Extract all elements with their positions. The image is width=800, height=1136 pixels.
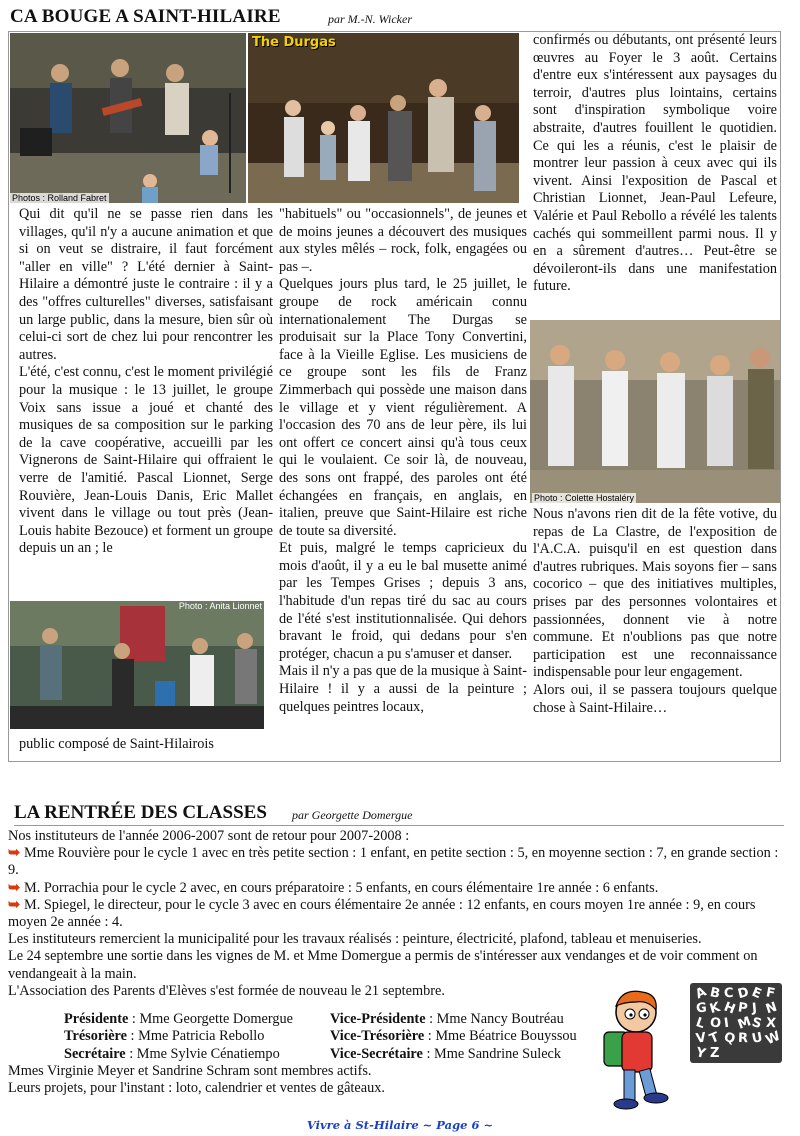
letter-glyph: O: [709, 1015, 722, 1032]
paragraph: Nous n'avons rien dit de la fête votive, du repas de La Clastre, de l'exposition de l'A.C.A. puisqu'il en est question dans d'autres rubriques. Mais soyons fier – sans cocorico – que des initiatives multiples, prises par des personnes volontaires et passionnées, donnent vie à notre commune. Et n'oublions pas que notre participation est une reconnaissance indispensable pour leur engagement.: [533, 506, 777, 681]
role-row: [64, 1011, 604, 1028]
letter-glyph: W: [763, 1028, 783, 1049]
letter-glyph: L: [693, 1015, 707, 1032]
letter-glyph: U: [750, 1030, 764, 1047]
thanks-text: Les instituteurs remercient la municipalité pour les travaux réalisés : peinture, électricité, plafond, tableau et menuiseries.: [8, 931, 702, 948]
letter-glyph: R: [737, 1030, 749, 1047]
letter-glyph: Y: [694, 1045, 707, 1062]
article2-closing: [8, 1063, 568, 1098]
paragraph: public composé de Saint-Hilairois: [19, 736, 214, 752]
cycle2-text: M. Porrachia pour le cycle 2 avec, en cours préparatoire : 5 enfants, en cours élémentaire 1re année : 6 enfants.: [23, 879, 659, 896]
photo-credit: Photo : Colette Hostaléry: [534, 493, 635, 503]
article2-title: LA RENTRÉE DES CLASSES: [14, 802, 267, 823]
article-frame: [8, 31, 781, 762]
photo-musicians: [10, 33, 246, 203]
list-item-cycle3: [8, 897, 783, 931]
role-right: Vice-Présidente : Mme Nancy Boutréau: [330, 1011, 564, 1027]
role-row: [64, 1046, 604, 1063]
letter-glyph: S: [750, 1014, 764, 1033]
role-left: Secrétaire : Mme Sylvie Cénatiempo: [64, 1045, 280, 1062]
letter-glyph: J: [751, 1000, 758, 1017]
arrow-icon: ➥: [8, 879, 20, 896]
photo-painters-image: [530, 320, 780, 503]
article-column-1: [19, 206, 273, 626]
letter-glyph: D: [736, 984, 751, 1003]
article-title: CA BOUGE A SAINT-HILAIRE: [10, 6, 281, 27]
photo-band-stage: [10, 601, 264, 729]
article-column-3: [533, 32, 777, 318]
article-header: [10, 6, 790, 32]
list-item-cycle1: [8, 845, 783, 879]
photo-credit: Photos : Rolland Fabret: [12, 193, 107, 203]
article2-byline: par Georgette Domergue: [292, 808, 413, 822]
article-byline: par M.-N. Wicker: [328, 12, 412, 26]
paragraph: Quelques jours plus tard, le 25 juillet, le groupe de rock américain connu internationalement The Durgas se produisait sur la Place Tony Convertini, face à la Vieille Eglise. Les musiciens de ce groupe sont les fils de Franz Zimmerbach qui possède une maison dans le village et y vient régulièrement. A l'occasion des 70 ans de leur père, ils lui ont offert ce concert ainsi qu'à tous ceux qui le voulaient. Ce soir là, de nouveau, des sons ont frappé, des paroles ont été échangées en français, en anglais, en italien, preuve que Saint-Hilaire est riche de toute sa diversité.: [279, 276, 527, 539]
letter-glyph: H: [721, 999, 738, 1018]
association-roles: [64, 1011, 604, 1063]
photo-musicians-image: [10, 33, 246, 203]
letter-glyph: C: [723, 985, 734, 1002]
letter-glyph: B: [708, 985, 722, 1002]
paragraph: confirmés ou débutants, ont présenté leurs œuvres au Foyer le 3 août. Certains d'entre eux s'intéressent aux paysages du terroir, d'autres plus lointains, certains sont d'inspiration symbolique voire abstraite, d'autres fouillent le quotidien. Ce qui les a réunis, c'est le plaisir de montrer leur passion à ceux avec qui ils vivent. Ainsi l'exposition de Pascal et Christian Lionnet, Jean-Paul Lefeure, Valérie et Paul Rebollo a révélé les talents cachés qui sommeillent parmi nous. Il y en a sûrement d'autres… Peut-être se dévoileront-ils dans une manifestation future.: [533, 32, 777, 295]
association-text: L'Association des Parents d'Elèves s'est formée de nouveau le 21 septembre.: [8, 982, 445, 999]
photo-credit: Photo : Anita Lionnet: [178, 601, 262, 611]
paragraph: Mais il n'y a pas que de la musique à Saint-Hilaire ! il y a aussi de la peinture ; quelques peintres locaux,: [279, 663, 527, 715]
letter-glyph: F: [764, 985, 777, 1002]
photo-painters: [530, 320, 780, 503]
photo-band-stage-image: [10, 601, 264, 729]
role-right: Vice-Trésorière : Mme Béatrice Bouyssou: [330, 1028, 577, 1045]
members-text: Mmes Virginie Meyer et Sandrine Schram sont membres actifs.: [8, 1063, 372, 1079]
role-right: Vice-Secrétaire : Mme Sandrine Suleck: [330, 1045, 562, 1062]
arrow-icon: ➥: [8, 896, 20, 913]
schoolboy-illustration: [592, 986, 680, 1116]
letter-glyph: G: [695, 1000, 708, 1017]
article2-body: [8, 828, 783, 1003]
letter-glyph: Z: [710, 1046, 720, 1061]
role-left: Trésorière : Mme Patricia Rebollo: [64, 1028, 265, 1045]
article-column-1-tail: [19, 736, 273, 760]
letter-glyph: P: [737, 1000, 749, 1017]
cycle1-text: Mme Rouvière pour le cycle 1 avec en très petite section : 1 enfant, en petite section : 5, en moyenne section : 7, en grande section : 9.: [8, 845, 779, 879]
paragraph: L'été, c'est connu, c'est le moment privilégié pour la musique : le 13 juillet, le groupe Voix sans issue a joué et chanté des musiques de sa composition sur le parking de la cave coopérative, accueilli par les Vignerons de Saint-Hilaire qui offraient le verre de l'amitié. Pascal Lionnet, Serge Rouvière, Jean-Louis Danis, Eric Mallet vivent dans le village ou tout près (Jean-Louis habite Bezouce) et forment un groupe depuis un an ; le: [19, 364, 273, 557]
article2-header: [14, 802, 784, 826]
letter-glyph: N: [763, 999, 779, 1018]
letter-glyph: T: [707, 1029, 722, 1048]
durgas-label: The Durgas: [252, 35, 336, 50]
list-item-cycle2: [8, 880, 783, 897]
cycle3-text: M. Spiegel, le directeur, pour le cycle 3 avec en cours élémentaire 2e année : 12 enfants, en cours moyen 1re année : 9, en cours moyen 2e année : 4.: [8, 896, 756, 931]
letter-glyph: K: [708, 999, 722, 1018]
letter-glyph: I: [723, 1015, 730, 1032]
letter-glyph: V: [694, 1030, 708, 1047]
letter-glyph: E: [749, 984, 764, 1003]
article-column-2: [279, 206, 527, 758]
projects-text: Leurs projets, pour l'instant : loto, calendrier et ventes de gâteaux.: [8, 1080, 385, 1097]
page-footer: Vivre à St-Hilaire ~ Page 6 ~: [306, 1118, 494, 1132]
article-column-3-continued: [533, 506, 777, 756]
paragraph: Et puis, malgré le temps capricieux du mois d'août, il y a eu le bal musette animé par les Tempes Grises ; depuis 3 ans, l'habitude d'un repas tiré du sac au cours de l'été s'est institutionnalisée. Qui dehors bravant le froid, qui dedans pour s'en protéger, chacun a pu s'amuser et danser.: [279, 540, 527, 662]
role-row: [64, 1028, 604, 1045]
letter-glyph: A: [693, 984, 709, 1003]
alphabet-letters-graphic: [690, 983, 782, 1063]
outing-text: Le 24 septembre une sortie dans les vignes de M. et Mme Domergue a permis de s'intéresser aux vendanges et de voir comment on vendangeait à la main.: [8, 948, 758, 982]
photo-durgas: [248, 33, 519, 203]
paragraph: Alors oui, il se passera toujours quelque chose à Saint-Hilaire…: [533, 681, 777, 716]
paragraph: "habituels" ou "occasionnels", de jeunes et de moins jeunes a découvert des musiques aux styles mêlés – rock, folk, engagées ou pas –.: [279, 206, 527, 275]
letter-glyph: X: [765, 1015, 777, 1032]
intro-text: Nos instituteurs de l'année 2006-2007 sont de retour pour 2007-2008 :: [8, 828, 410, 844]
photo-durgas-image: [248, 33, 519, 203]
paragraph: Qui dit qu'il ne se passe rien dans les villages, qu'il n'y a aucune animation et que si on veut se distraire, il faut forcément "aller en ville" ? L'été dernier à Saint-Hilaire a démontré juste le contraire : il y a des "offres culturelles" diverses, satisfaisant un large public, dans la mesure, bien sûr où celui-ci sort de chez lui pour rencontrer les autres.: [19, 206, 273, 363]
arrow-icon: ➥: [8, 845, 20, 862]
letter-glyph: Q: [722, 1029, 737, 1048]
letter-glyph: M: [735, 1014, 754, 1033]
role-left: Présidente : Mme Georgette Domergue: [64, 1011, 293, 1027]
